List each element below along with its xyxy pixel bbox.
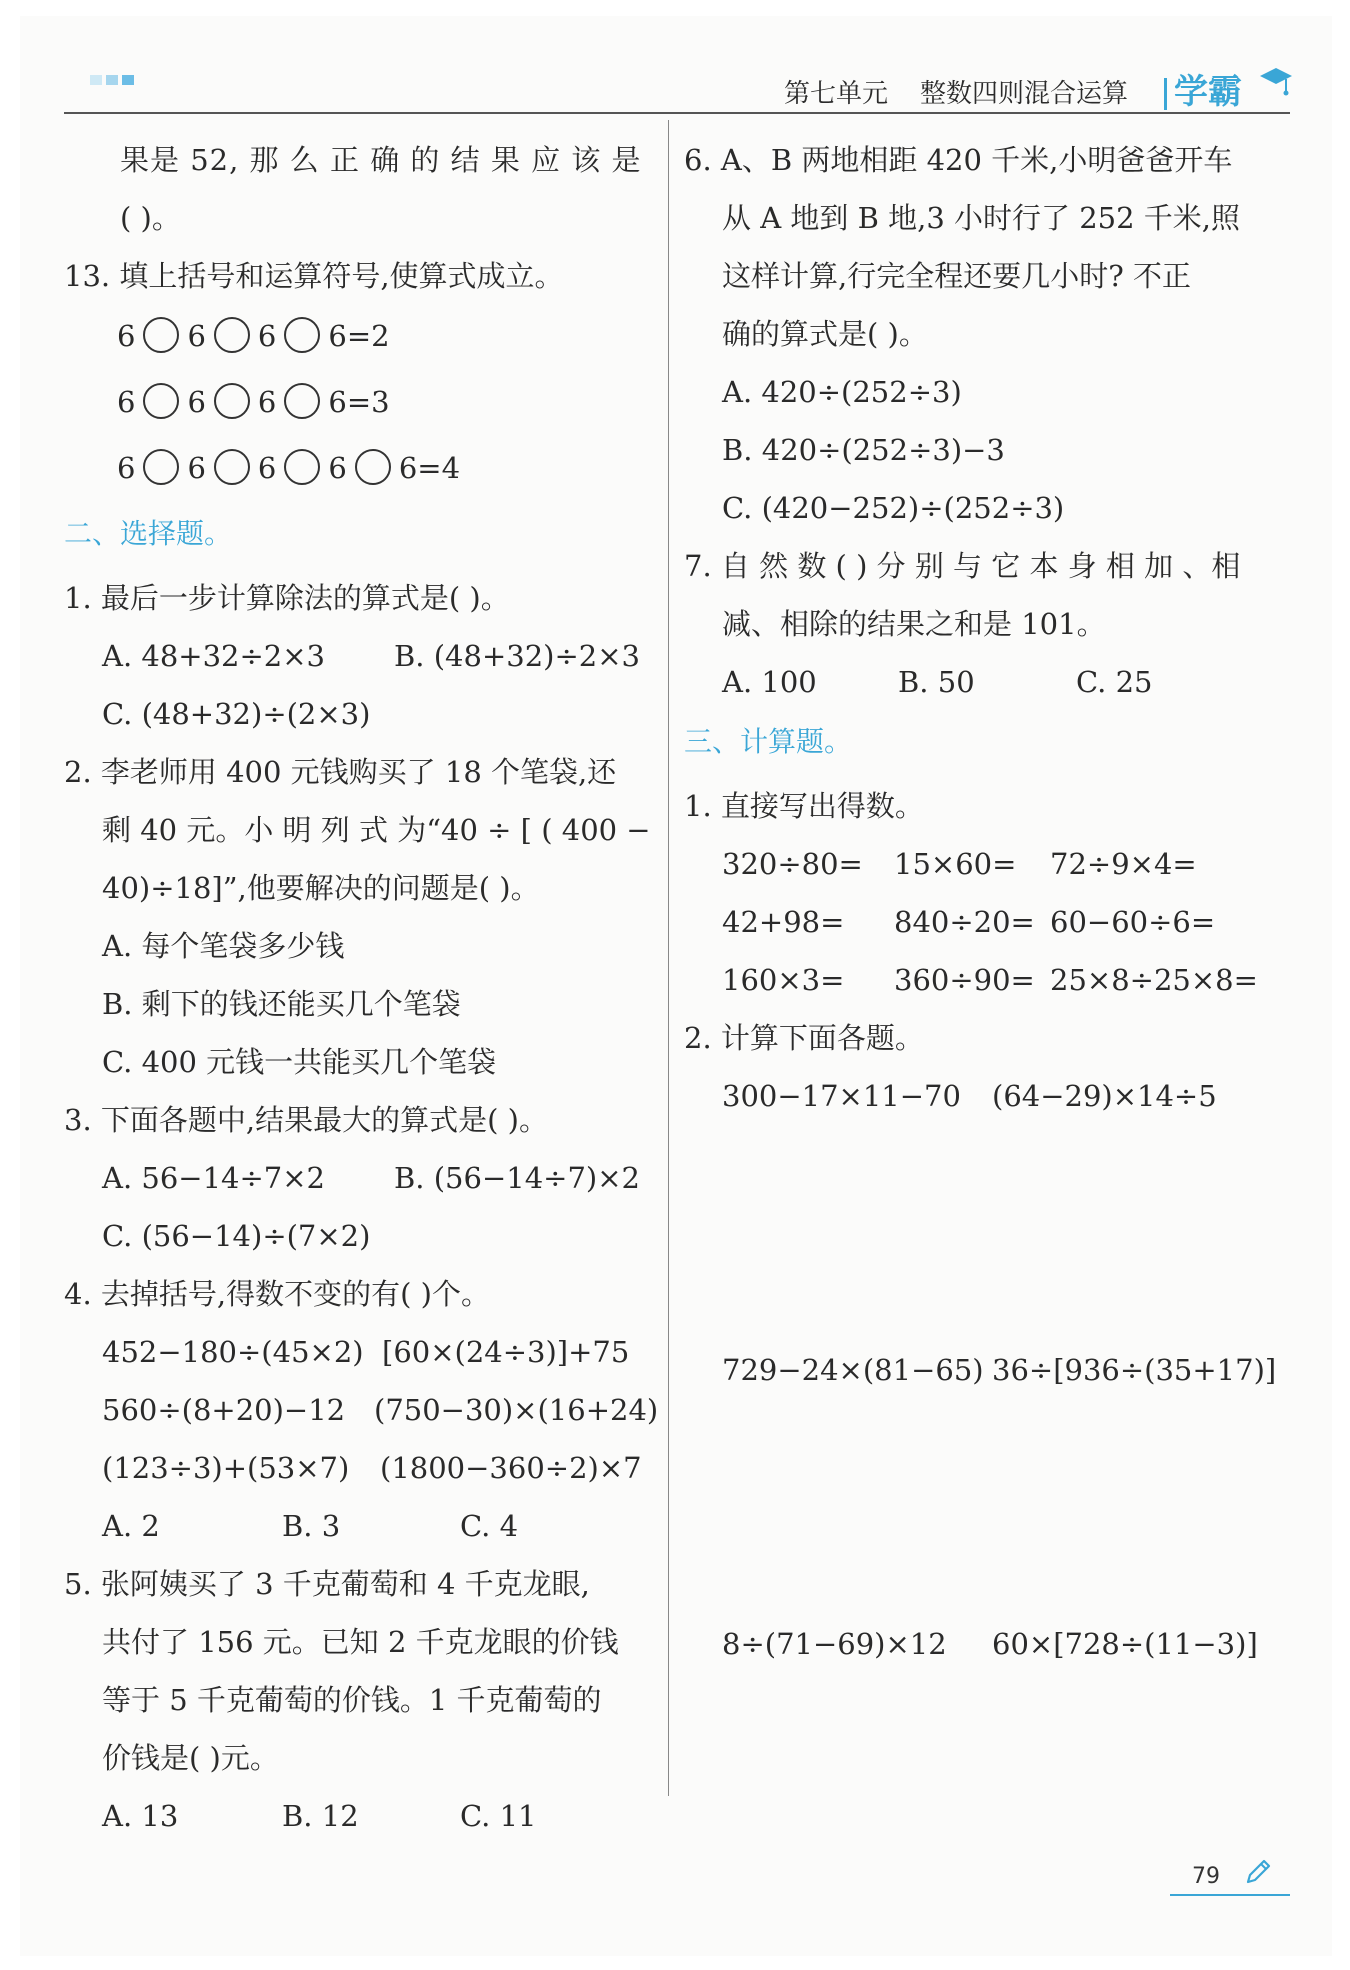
calc-q2-expression: (64−29)×14÷5 <box>992 1079 1217 1113</box>
q13-number: 6 <box>187 385 206 419</box>
choice-q6-option-b[interactable]: B. 420÷(252÷3)−3 <box>722 433 1005 467</box>
q12-answer-blank: ( )。 <box>120 201 181 235</box>
choice-q2-option-c[interactable]: C. 400 元钱一共能买几个笔袋 <box>102 1045 497 1079</box>
choice-q5-line: 5. 张阿姨买了 3 千克葡萄和 4 千克龙眼, <box>64 1567 590 1601</box>
page-number: 79 <box>1192 1864 1220 1889</box>
calc-q1-item: 320÷80= <box>722 847 863 881</box>
column-divider <box>668 120 669 1796</box>
choice-q3-option-c[interactable]: C. (56−14)÷(7×2) <box>102 1219 371 1253</box>
q13-equation-row-1 <box>117 316 390 356</box>
q13-blank-circle[interactable] <box>214 383 250 419</box>
choice-q6-option-a[interactable]: A. 420÷(252÷3) <box>722 375 962 409</box>
choice-q7-option-b[interactable]: B. 50 <box>898 665 975 699</box>
q13-blank-circle[interactable] <box>284 383 320 419</box>
choice-q4-expression: 560÷(8+20)−12 <box>102 1393 346 1427</box>
calc-q1-item: 72÷9×4= <box>1050 847 1197 881</box>
choice-q7-line: 7. 自 然 数 ( ) 分 别 与 它 本 身 相 加 、相 <box>684 549 1241 583</box>
q13-number: 6 <box>117 319 136 353</box>
calc-q1-item: 60−60÷6= <box>1050 905 1216 939</box>
section-heading-calculation: 三、计算题。 <box>684 725 853 758</box>
calc-q1-item: 160×3= <box>722 963 845 997</box>
choice-q1-option-c[interactable]: C. (48+32)÷(2×3) <box>102 697 371 731</box>
q13-result: =2 <box>346 319 390 353</box>
choice-q3-option-a[interactable]: A. 56−14÷7×2 <box>102 1161 325 1195</box>
calc-q2-expression: 36÷[936÷(35+17)] <box>992 1353 1277 1387</box>
choice-q4-expression: (750−30)×(16+24) <box>374 1393 659 1427</box>
q13-number: 6 <box>117 451 136 485</box>
q13-blank-circle[interactable] <box>355 449 391 485</box>
calc-q1-item: 360÷90= <box>894 963 1035 997</box>
choice-q3-option-b[interactable]: B. (56−14÷7)×2 <box>394 1161 640 1195</box>
choice-q1-option-a[interactable]: A. 48+32÷2×3 <box>102 639 325 673</box>
q13-number: 6 <box>117 385 136 419</box>
calc-q2-expression: 300−17×11−70 <box>722 1079 961 1113</box>
header-decor-square <box>90 75 102 85</box>
q13-number: 6 <box>187 451 206 485</box>
q13-blank-circle[interactable] <box>214 449 250 485</box>
header-topic: 整数四则混合运算 <box>920 79 1129 109</box>
choice-q4-expression: 452−180÷(45×2) <box>102 1335 364 1369</box>
choice-q2-line: 2. 李老师用 400 元钱购买了 18 个笔袋,还 <box>64 755 617 789</box>
choice-q1: 1. 最后一步计算除法的算式是( )。 <box>64 581 510 615</box>
calc-q2-expression: 729−24×(81−65) <box>722 1353 984 1387</box>
choice-q6-option-c[interactable]: C. (420−252)÷(252÷3) <box>722 491 1065 525</box>
choice-q5-option-a[interactable]: A. 13 <box>102 1799 179 1833</box>
q13-blank-circle[interactable] <box>284 449 320 485</box>
brand-logo: 学霸 <box>1174 72 1242 112</box>
pencil-icon <box>1242 1856 1274 1888</box>
calc-q1-item: 840÷20= <box>894 905 1035 939</box>
calc-q2: 2. 计算下面各题。 <box>684 1021 924 1055</box>
q13-result: =3 <box>346 385 390 419</box>
q13-blank-circle[interactable] <box>284 317 320 353</box>
q13-number: 6 <box>187 319 206 353</box>
choice-q6-line: 从 A 地到 B 地,3 小时行了 252 千米,照 <box>722 201 1241 235</box>
q13-blank-circle[interactable] <box>214 317 250 353</box>
choice-q2-option-a[interactable]: A. 每个笔袋多少钱 <box>102 929 345 963</box>
q13-number: 6 <box>257 451 277 485</box>
choice-q6-line: 这样计算,行完全程还要几小时? 不正 <box>722 259 1191 293</box>
calc-q1-item: 42+98= <box>722 905 845 939</box>
header-divider <box>1164 78 1167 110</box>
choice-q2-line: 剩 40 元。小 明 列 式 为“40 ÷ [ ( 400 − <box>102 813 651 847</box>
q13-number: 6 <box>328 319 347 353</box>
choice-q5-option-c[interactable]: C. 11 <box>460 1799 537 1833</box>
calc-q1-item: 25×8÷25×8= <box>1050 963 1258 997</box>
q12-text: 果是 52, 那 么 正 确 的 结 果 应 该 是 <box>120 143 642 177</box>
choice-q6-line: 6. A、B 两地相距 420 千米,小明爸爸开车 <box>684 143 1233 177</box>
q13-number: 6 <box>257 385 277 419</box>
header-unit: 第七单元 <box>784 79 889 109</box>
choice-q5-option-b[interactable]: B. 12 <box>282 1799 359 1833</box>
choice-q4: 4. 去掉括号,得数不变的有( )个。 <box>64 1277 490 1311</box>
calc-q2-expression: 8÷(71−69)×12 <box>722 1627 947 1661</box>
choice-q2-line: 40)÷18]”,他要解决的问题是( )。 <box>102 871 540 905</box>
calc-q1-item: 15×60= <box>894 847 1017 881</box>
q13-blank-circle[interactable] <box>143 449 179 485</box>
footer-rule <box>1170 1894 1290 1896</box>
choice-q4-expression: [60×(24÷3)]+75 <box>382 1335 630 1369</box>
header-decor-square <box>106 75 118 85</box>
choice-q5-line: 等于 5 千克葡萄的价钱。1 千克葡萄的 <box>102 1683 602 1717</box>
choice-q3: 3. 下面各题中,结果最大的算式是( )。 <box>64 1103 548 1137</box>
q13-equation-row-2 <box>117 382 390 422</box>
graduation-cap-icon <box>1258 62 1294 106</box>
q13-blank-circle[interactable] <box>143 317 179 353</box>
choice-q4-expression: (1800−360÷2)×7 <box>380 1451 642 1485</box>
header-rule <box>64 112 1290 114</box>
choice-q7-option-a[interactable]: A. 100 <box>722 665 817 699</box>
q13-result: =4 <box>417 451 461 485</box>
calc-q2-expression: 60×[728÷(11−3)] <box>992 1627 1258 1661</box>
section-heading-choice: 二、选择题。 <box>64 517 233 550</box>
q13-text: 13. 填上括号和运算符号,使算式成立。 <box>64 259 564 293</box>
q13-number: 6 <box>398 451 418 485</box>
choice-q7-line: 减、相除的结果之和是 101。 <box>722 607 1106 641</box>
choice-q4-option-a[interactable]: A. 2 <box>102 1509 160 1543</box>
choice-q2-option-b[interactable]: B. 剩下的钱还能买几个笔袋 <box>102 987 461 1021</box>
header-decor-square <box>122 75 134 85</box>
choice-q4-expression: (123÷3)+(53×7) <box>102 1451 350 1485</box>
choice-q1-option-b[interactable]: B. (48+32)÷2×3 <box>394 639 640 673</box>
q13-equation-row-3 <box>117 448 460 488</box>
q13-blank-circle[interactable] <box>143 383 179 419</box>
choice-q4-option-c[interactable]: C. 4 <box>460 1509 519 1543</box>
choice-q7-option-c[interactable]: C. 25 <box>1076 665 1153 699</box>
choice-q5-line: 共付了 156 元。已知 2 千克龙眼的价钱 <box>102 1625 619 1659</box>
q13-number: 6 <box>328 451 347 485</box>
q13-number: 6 <box>257 319 277 353</box>
page <box>20 16 1332 1956</box>
choice-q6-line: 确的算式是( )。 <box>722 317 928 351</box>
choice-q4-option-b[interactable]: B. 3 <box>282 1509 341 1543</box>
q13-number: 6 <box>328 385 347 419</box>
choice-q5-line: 价钱是( )元。 <box>102 1741 279 1775</box>
calc-q1: 1. 直接写出得数。 <box>684 789 924 823</box>
